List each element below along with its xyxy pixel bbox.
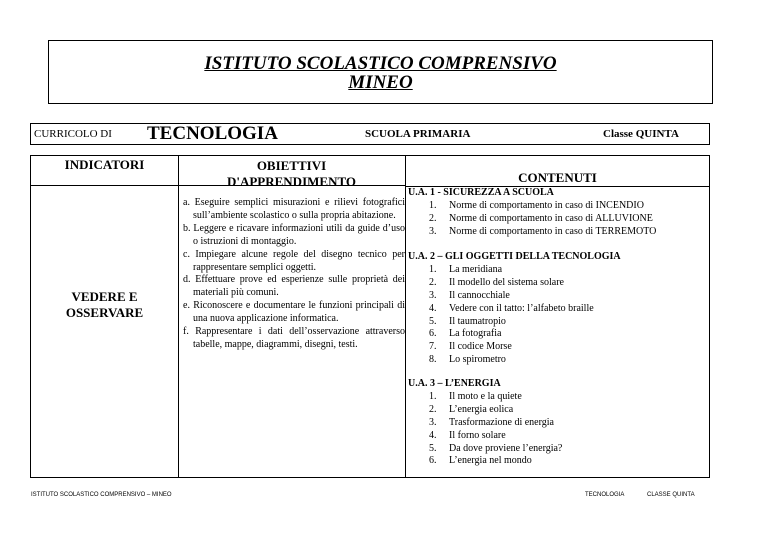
unit-item: 5. Il taumatropio bbox=[429, 315, 506, 327]
footer-school: ISTITUTO SCOLASTICO COMPRENSIVO – MINEO bbox=[31, 492, 172, 498]
footer-class: CLASSE QUINTA bbox=[647, 492, 695, 498]
objective-item: f. Rappresentare i dati dell’osservazione attraverso tabelle, mappe, diagrammi, disegni, testi. bbox=[183, 326, 405, 350]
unit-title: U.A. 2 – GLI OGGETTI DELLA TECNOLOGIA bbox=[408, 251, 621, 262]
objective-item: e. Riconoscere e documentare le funzioni principali di una nuova applicazione informatica. bbox=[183, 300, 405, 325]
unit-items bbox=[405, 264, 709, 367]
unit-item: 1. Il moto e la quiete bbox=[429, 390, 522, 402]
unit-title: U.A. 3 – L’ENERGIA bbox=[408, 378, 501, 389]
header-obiettivi-line-1: OBIETTIVI bbox=[256, 158, 327, 173]
indicator-label bbox=[31, 289, 178, 321]
school-level: SCUOLA PRIMARIA bbox=[365, 128, 471, 140]
objective-item: c. Impiegare alcune regole del disegno tecnico per rappresentare semplici oggetti. bbox=[183, 248, 405, 273]
unit-item: 2. Norme di comportamento in caso di ALLUVIONE bbox=[429, 212, 653, 224]
title-line-1: ISTITUTO SCOLASTICO COMPRENSIVO bbox=[204, 53, 557, 74]
header-obiettivi bbox=[178, 158, 405, 190]
curriculum-label: CURRICOLO DI bbox=[34, 128, 112, 140]
unit-item: 3. Norme di comportamento in caso di TERREMOTO bbox=[429, 225, 657, 237]
unit-items bbox=[405, 391, 709, 468]
objective-item: b. Leggere e ricavare informazioni utili da guide d’uso o istruzioni di montaggio. bbox=[183, 222, 405, 247]
unit-item: 6. La fotografia bbox=[429, 328, 502, 340]
unit-items bbox=[405, 200, 709, 239]
unit-item: 2. Il modello del sistema solare bbox=[429, 276, 564, 288]
unit-item: 5. Da dove proviene l’energia? bbox=[429, 442, 563, 454]
column-divider-1 bbox=[178, 156, 179, 477]
unit-item: 6. L’energia nel mondo bbox=[429, 455, 532, 467]
class-level: Classe QUINTA bbox=[603, 128, 679, 140]
unit-item: 3. Il cannocchiale bbox=[429, 289, 510, 301]
unit-item: 7. Il codice Morse bbox=[429, 341, 512, 353]
header-contenuti: CONTENUTI bbox=[518, 170, 597, 185]
objective-item: d. Effettuare prove ed esperienze sulle proprietà dei materiali più comuni. bbox=[183, 274, 405, 299]
indicator-line-2: OSSERVARE bbox=[65, 305, 144, 320]
curriculum-subject: TECNOLOGIA bbox=[147, 123, 278, 144]
curriculum-table bbox=[30, 155, 710, 478]
unit-3 bbox=[405, 378, 709, 468]
objectives-list bbox=[183, 197, 405, 352]
unit-item: 1. La meridiana bbox=[429, 263, 503, 275]
unit-item: 2. L’energia eolica bbox=[429, 403, 514, 415]
header-obiettivi-line-2: D'APPRENDIMENTO bbox=[226, 174, 357, 189]
curriculum-bar bbox=[30, 123, 710, 145]
header-indicatori: INDICATORI bbox=[64, 157, 145, 172]
unit-title: U.A. 1 - SICUREZZA A SCUOLA bbox=[408, 187, 554, 198]
indicator-line-1: VEDERE E bbox=[71, 289, 138, 304]
footer-subject: TECNOLOGIA bbox=[585, 492, 625, 498]
unit-item: 8. Lo spirometro bbox=[429, 354, 506, 366]
unit-item: 4. Vedere con il tatto: l’alfabeto braille bbox=[429, 302, 594, 314]
document-title bbox=[48, 40, 713, 104]
title-line-2: MINEO bbox=[348, 72, 413, 93]
unit-item: 1. Norme di comportamento in caso di INCENDIO bbox=[429, 199, 644, 211]
unit-2 bbox=[405, 251, 709, 367]
unit-item: 4. Il forno solare bbox=[429, 429, 506, 441]
objective-item: a. Eseguire semplici misurazioni e rilievi fotografici sull’ambiente scolastico o sulla propria abitazione. bbox=[183, 197, 405, 221]
unit-1 bbox=[405, 187, 709, 239]
unit-item: 3. Trasformazione di energia bbox=[429, 416, 554, 428]
